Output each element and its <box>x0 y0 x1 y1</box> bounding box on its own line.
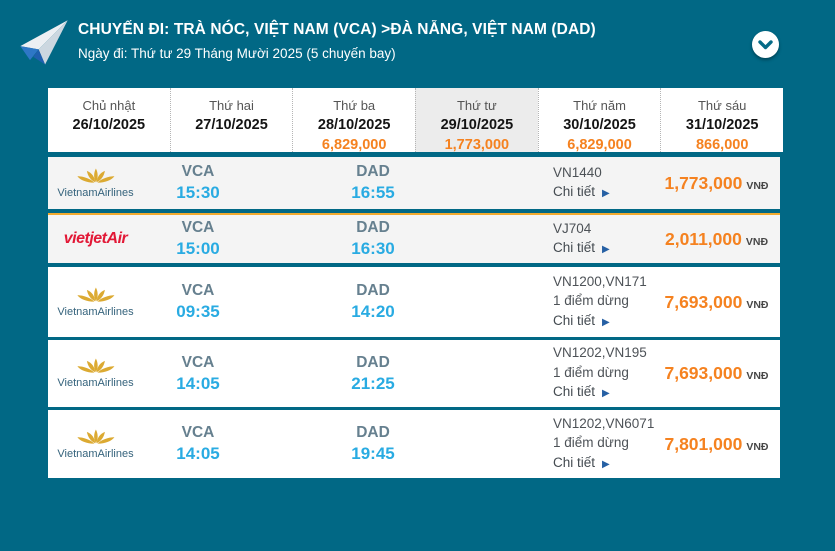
collapse-button[interactable] <box>752 31 779 58</box>
arrival <box>253 162 493 204</box>
stops-label: 1 điểm dừng <box>553 435 629 451</box>
date-tab[interactable] <box>538 88 661 152</box>
price <box>653 292 780 313</box>
departure <box>143 281 253 323</box>
airline-name: VietnamAirlines <box>57 305 134 318</box>
tab-price: 6,829,000 <box>321 137 387 153</box>
price-amount: 7,693,000 <box>664 363 743 383</box>
details-label: Chi tiết <box>553 454 596 470</box>
tab-date: 26/10/2025 <box>72 117 146 133</box>
price <box>653 363 780 384</box>
flight-number: VN1202,VN6071 <box>553 415 655 431</box>
price-amount: 2,011,000 <box>664 228 742 249</box>
tab-price <box>48 135 170 156</box>
flight-number: VJ704 <box>553 220 592 236</box>
vietjet-air-logo: vietjetAir <box>63 230 128 247</box>
details-link[interactable] <box>553 311 653 333</box>
tab-day-label: Thứ hai <box>209 98 254 113</box>
trip-header <box>78 21 596 61</box>
price-amount: 7,693,000 <box>664 291 743 312</box>
tab-date: 30/10/2025 <box>563 117 636 133</box>
arrival-airport-code: DAD <box>356 282 390 299</box>
departure <box>143 353 253 395</box>
departure-airport-code: VCA <box>181 282 215 299</box>
currency-label: VNĐ <box>745 235 769 248</box>
date-tab[interactable] <box>660 88 783 152</box>
arrival-time: 14:20 <box>351 302 395 321</box>
details-label: Chi tiết <box>553 184 596 199</box>
flight-number: VN1200,VN171 <box>553 273 647 289</box>
arrival-time: 21:25 <box>351 373 395 393</box>
departure-airport-code: VCA <box>181 219 215 236</box>
flight-row[interactable] <box>48 267 780 337</box>
tab-price: 1,773,000 <box>444 137 510 153</box>
paper-plane-icon <box>16 16 72 72</box>
flight-row[interactable] <box>48 157 780 209</box>
date-tab[interactable] <box>170 88 293 152</box>
flight-list <box>48 157 780 478</box>
lotus-icon <box>75 168 117 187</box>
tab-day-label: Chủ nhật <box>82 98 136 113</box>
price <box>653 434 780 455</box>
stops-label: 1 điểm dừng <box>553 293 629 309</box>
flight-number: VN1202,VN195 <box>553 345 647 361</box>
currency-label: VNĐ <box>746 179 769 192</box>
price <box>653 229 780 250</box>
price <box>653 173 780 194</box>
price-amount: 7,801,000 <box>664 433 743 454</box>
tab-date: 28/10/2025 <box>317 117 391 133</box>
lotus-icon <box>75 429 117 448</box>
airline-name: VietnamAirlines <box>57 186 134 199</box>
details-arrow-icon: ▶ <box>602 316 610 328</box>
details-arrow-icon: ▶ <box>602 458 610 470</box>
arrival <box>253 281 493 323</box>
arrival-time: 16:55 <box>351 183 395 202</box>
airline-name: VietnamAirlines <box>57 447 134 460</box>
airline-name: VietnamAirlines <box>57 377 134 389</box>
details-arrow-icon: ▶ <box>602 244 610 255</box>
details-link[interactable] <box>553 182 653 204</box>
date-tabs <box>48 88 783 152</box>
vietnam-airlines-logo <box>57 429 133 460</box>
currency-label: VNĐ <box>746 298 769 311</box>
trip-subtitle: Ngày đi: Thứ tư 29 Tháng Mười 2025 (5 chuyến bay) <box>78 46 396 61</box>
departure <box>143 162 253 204</box>
departure <box>143 218 253 260</box>
flight-row[interactable] <box>48 213 780 263</box>
chevron-down-icon <box>752 31 779 58</box>
arrival <box>253 423 493 465</box>
arrival-airport-code: DAD <box>356 353 390 371</box>
details-link[interactable] <box>553 453 653 475</box>
departure-airport-code: VCA <box>181 353 215 371</box>
arrival-time: 19:45 <box>351 444 395 463</box>
airline-logo-cell <box>48 358 143 389</box>
currency-label: VNĐ <box>746 370 769 382</box>
date-tab[interactable] <box>292 88 415 152</box>
tab-price: 866,000 <box>695 137 749 153</box>
departure-airport-code: VCA <box>181 163 215 180</box>
tab-day-label: Thứ năm <box>573 98 626 113</box>
airline-logo-cell <box>48 287 143 318</box>
lotus-icon <box>75 358 117 377</box>
departure-airport-code: VCA <box>181 424 215 441</box>
arrival <box>253 353 493 395</box>
departure-time: 15:30 <box>176 183 220 202</box>
lotus-icon <box>75 287 117 306</box>
flight-info <box>493 219 653 260</box>
details-link[interactable] <box>553 382 653 404</box>
date-tab[interactable] <box>48 88 170 152</box>
departure-time: 14:05 <box>176 373 220 393</box>
arrival-airport-code: DAD <box>356 163 390 180</box>
flight-info <box>493 414 653 475</box>
tab-date: 27/10/2025 <box>195 117 268 133</box>
tab-price <box>171 135 293 156</box>
tab-date: 31/10/2025 <box>685 117 759 133</box>
details-label: Chi tiết <box>553 312 596 328</box>
details-label: Chi tiết <box>553 384 596 400</box>
stops-label: 1 điểm dừng <box>553 364 629 380</box>
price-amount: 1,773,000 <box>664 172 743 193</box>
vietnam-airlines-logo <box>57 168 133 199</box>
arrival-airport-code: DAD <box>356 219 390 236</box>
details-arrow-icon: ▶ <box>602 188 610 199</box>
flight-row[interactable] <box>48 410 780 478</box>
details-arrow-icon: ▶ <box>602 388 610 400</box>
details-label: Chi tiết <box>553 240 596 255</box>
tab-day-label: Thứ ba <box>333 98 376 113</box>
flight-info <box>493 163 653 204</box>
departure-time: 09:35 <box>176 302 220 321</box>
flight-number: VN1440 <box>553 164 602 180</box>
arrival-airport-code: DAD <box>356 424 390 441</box>
details-link[interactable] <box>553 238 653 260</box>
departure-time: 14:05 <box>176 444 220 463</box>
airline-logo-cell <box>48 230 143 248</box>
flight-row[interactable] <box>48 340 780 407</box>
airline-logo-cell <box>48 168 143 199</box>
arrival <box>253 218 493 260</box>
tab-price: 6,829,000 <box>567 137 632 153</box>
flight-info <box>493 272 653 333</box>
tab-date: 29/10/2025 <box>440 117 514 133</box>
departure-time: 15:00 <box>176 239 220 258</box>
currency-label: VNĐ <box>746 440 769 453</box>
flight-info <box>493 343 653 404</box>
airline-logo-cell <box>48 429 143 460</box>
tab-day-label: Thứ tư <box>456 98 497 113</box>
trip-title: CHUYẾN ĐI: TRÀ NÓC, VIỆT NAM (VCA) >ĐÀ NẴNG, VIỆT NAM (DAD) <box>78 21 596 38</box>
vietnam-airlines-logo <box>57 287 133 318</box>
tab-day-label: Thứ sáu <box>697 98 747 113</box>
vietnam-airlines-logo <box>57 358 133 389</box>
date-tab[interactable] <box>415 88 538 152</box>
arrival-time: 16:30 <box>351 239 395 258</box>
departure <box>143 423 253 465</box>
